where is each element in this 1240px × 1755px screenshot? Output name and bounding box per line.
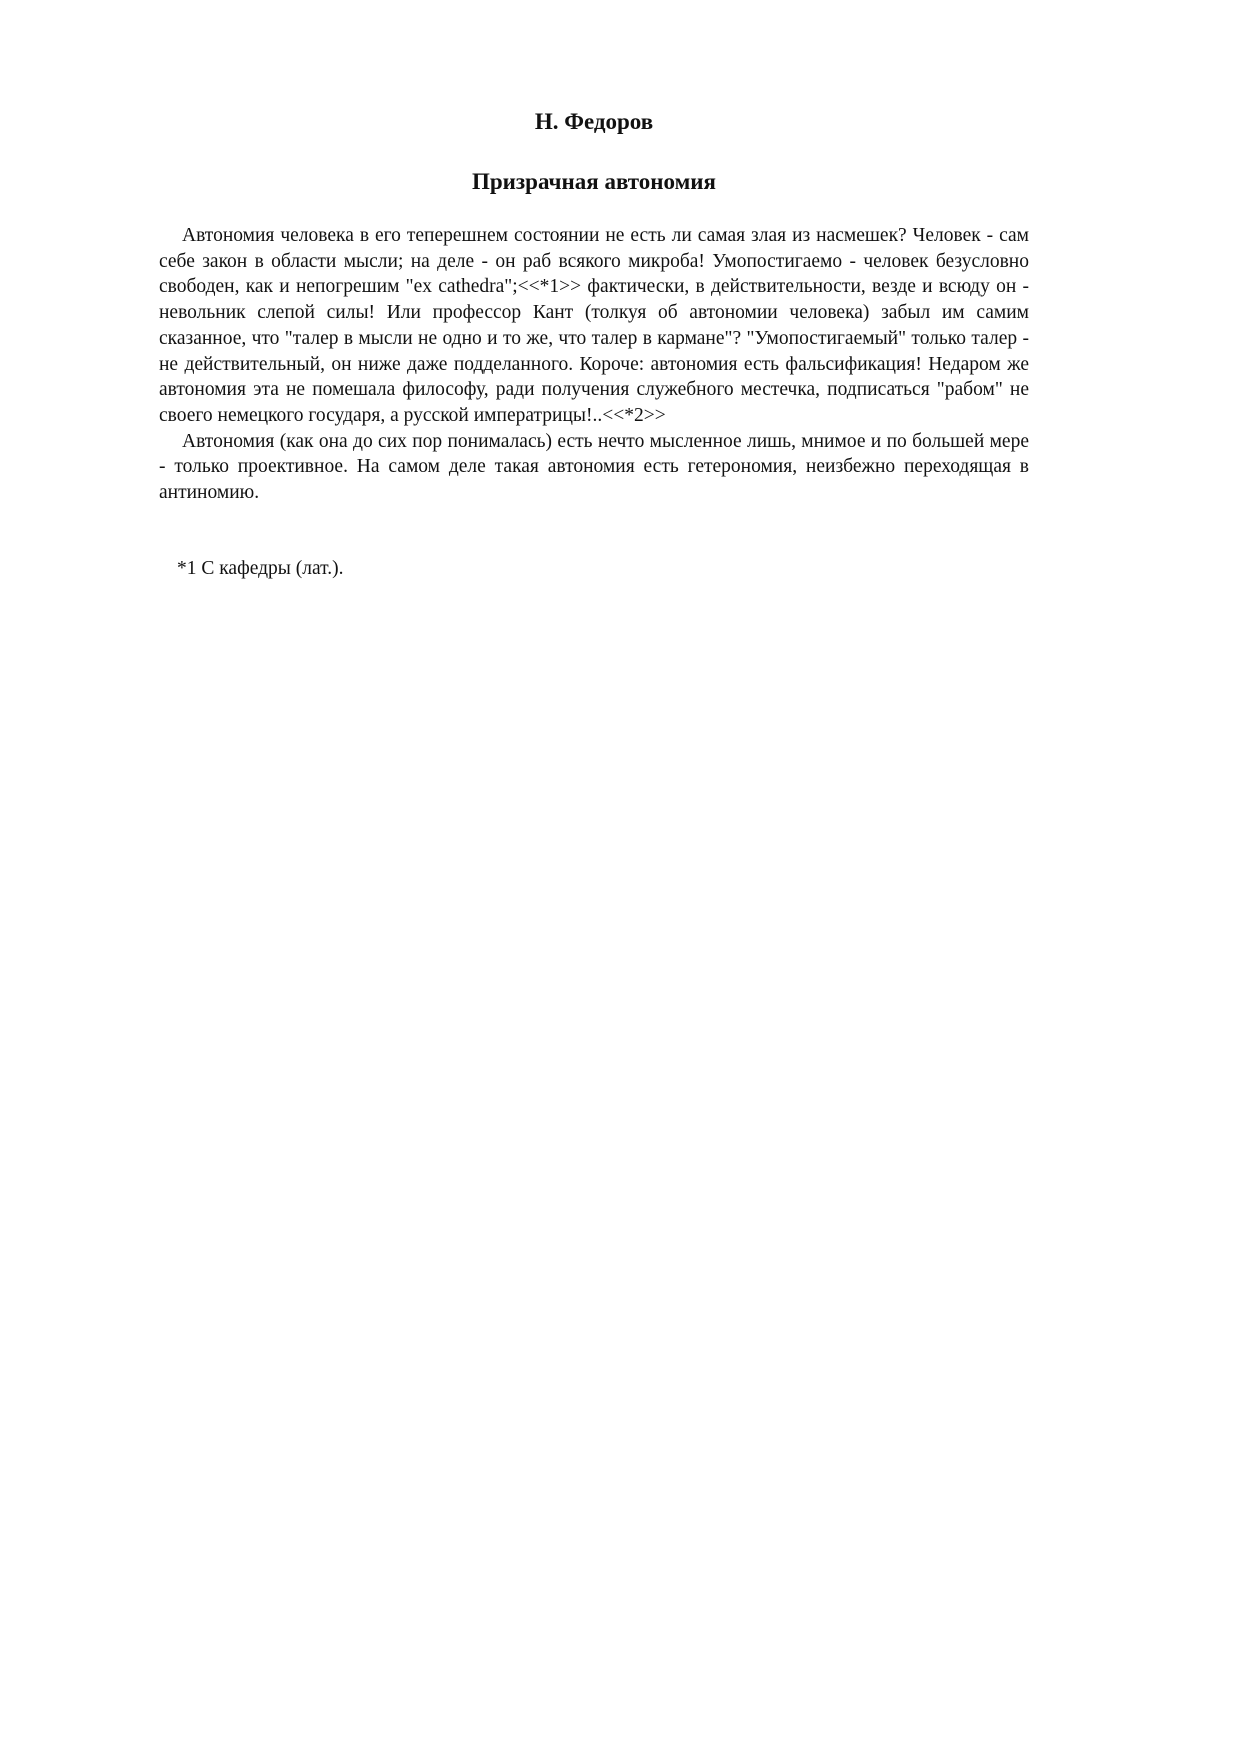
paragraph-1: Автономия человека в его теперешнем состоянии не есть ли самая злая из насмешек? Человек - сам себе закон в области мысли; на деле - он раб всякого микроба! Умопостигаемо - человек безусловно свободен, как и непогрешим "ex cathedra";<<*1>> фактически, в действительности, везде и всюду он - невольник слепой силы! Или профессор Кант (толкуя об автономии человека) забыл им самим сказанное, что "талер в мысли не одно и то же, что талер в кармане"? "Умопостигаемый" только талер - не действительный, он ниже даже подделанного. Короче: автономия есть фальсификация! Недаром же автономия эта не помешала философу, ради получения служебного местечка, подписаться "рабом" не своего немецкого государя, а русской императрицы!..<<*2>> bbox=[159, 225, 1029, 426]
paragraph-2: Автономия (как она до сих пор понималась) есть нечто мысленное лишь, мнимое и по большей мере - только проективное. На самом деле такая автономия есть гетерономия, неизбежно переходящая в антиномию. bbox=[159, 430, 1029, 504]
author-name: Н. Федоров bbox=[534, 109, 654, 134]
body-text bbox=[159, 223, 1029, 506]
document-title: Призрачная автономия bbox=[472, 169, 716, 194]
footnote: *1 С кафедры (лат.). bbox=[177, 558, 344, 579]
